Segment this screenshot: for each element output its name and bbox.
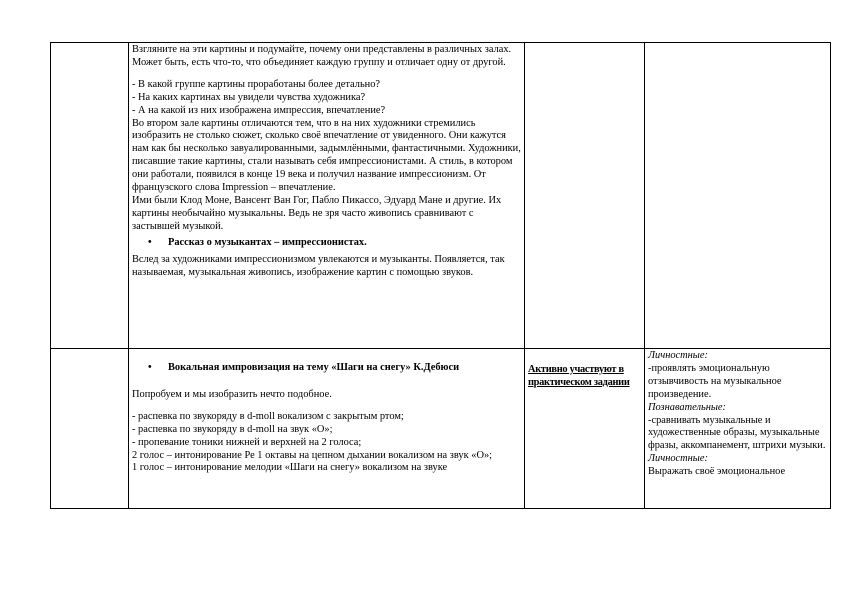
explanation-paragraph: Во втором зале картины отличаются тем, что в на них художники стремились изобразить не столько сюжет, сколько своё впечатление от увиденного. Они кажутся нам как бы несколько завуалированными, задымлёнными, фантастичными. Художники, писавшие такие картины, стали называть себя импрессионистами. А стиль, в котором они работали, появился в конце 19 века и получил название импрессионизм. От французского слова Impression – впечатление. (132, 117, 521, 194)
step-line: 2 голос – интонирование Ре 1 октавы на цепном дыхании вокализом на звук «О»; (132, 449, 493, 461)
content-cell (129, 349, 525, 509)
activity-cell (525, 43, 645, 349)
lead-paragraph: Попробуем и мы изобразить нечто подобное. (132, 388, 332, 400)
bullet-heading-text: Рассказ о музыкантах – импрессионистах. (168, 236, 367, 248)
result-type: Личностные: (648, 350, 708, 361)
question-line: - В какой группе картины проработаны более детально? (132, 78, 381, 90)
results-cell (645, 349, 831, 509)
activity-text: Активно участвуют в практическом задании (528, 364, 630, 388)
bullet-icon: • (148, 236, 152, 248)
result-text: -сравнивать музыкальные и художественные образы, музыкальные фразы, аккомпанемент, штрихи музыки. (648, 414, 826, 452)
intro-paragraph: Взгляните на эти картины и подумайте, почему они представлены в различных залах. Может быть, есть что-то, что объединяет каждую группу и отличает одну от другой. (132, 44, 512, 68)
artists-paragraph: Ими были Клод Моне, Вансент Ван Гог, Пабло Пикассо, Эдуард Мане и другие. Их картины необычайно музыкальны. Ведь не зря часто живопись сравнивают с застывшей музыкой. (132, 194, 502, 232)
step-line: - пропевание тоники нижней и верхней на 2 голоса; (132, 436, 362, 448)
bullet-icon: • (148, 362, 152, 373)
result-type: Личностные: (648, 453, 708, 465)
lesson-plan-table (50, 42, 831, 509)
step-line: 1 голос – интонирование мелодии «Шаги на снегу» вокализом на звуке (132, 462, 448, 474)
question-line: - А на какой из них изображена импрессия, впечатление? (132, 104, 386, 116)
table-row (51, 43, 831, 349)
stage-cell (51, 43, 129, 349)
bullet-heading-text: Вокальная импровизация на тему «Шаги на снегу» К.Дебюси (168, 362, 460, 373)
step-line: - распевка по звукоряду в d-moll на звук «О»; (132, 423, 333, 435)
activity-cell (525, 349, 645, 509)
musicians-paragraph: Вслед за художниками импрессионизмом увлекаются и музыканты. Появляется, так называемая, музыкальная живопись, изображение картин с помощью звуков. (132, 253, 505, 278)
content-cell (129, 43, 525, 349)
bullet-heading (132, 237, 521, 250)
result-type: Познавательные: (648, 401, 726, 413)
table-row (51, 349, 831, 509)
step-line: - распевка по звукоряду в d-moll вокализом с закрытым ртом; (132, 410, 404, 422)
results-cell (645, 43, 831, 349)
question-line: - На каких картинах вы увидели чувства художника? (132, 91, 366, 103)
result-text: Выражать своё эмоциональное (648, 466, 786, 478)
result-text: -проявлять эмоциональную отзывчивость на музыкальное произведение. (648, 362, 782, 400)
bullet-heading (132, 362, 521, 375)
stage-cell (51, 349, 129, 509)
